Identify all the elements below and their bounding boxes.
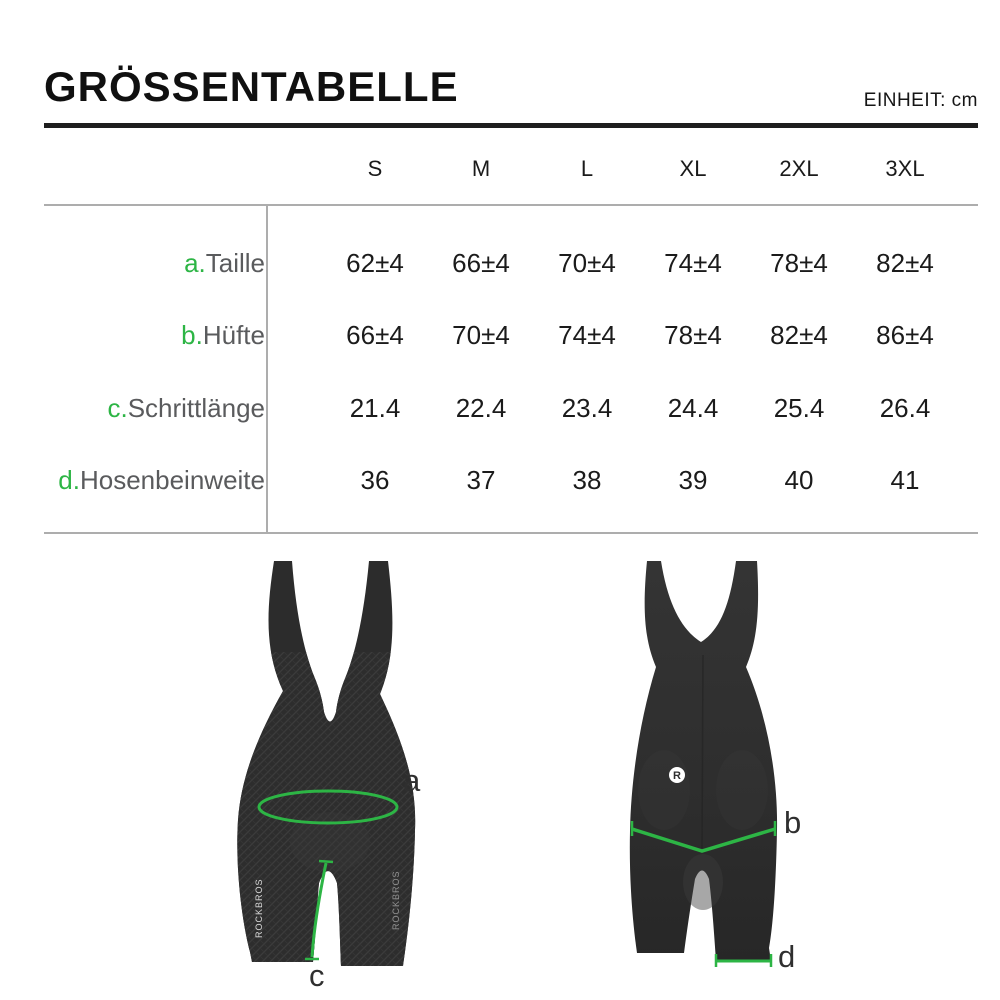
- value-cell: 66±4: [346, 320, 404, 350]
- inseam-top-tick: [319, 861, 333, 862]
- value-cell: 40: [784, 465, 814, 495]
- row-name-hosenbeinweite: Hosenbeinweite: [79, 465, 265, 495]
- value-cell: 22.4: [455, 393, 507, 423]
- value-cell: 82±4: [876, 248, 934, 278]
- row-letter-d: d.: [58, 465, 80, 495]
- row-values-schrittlaenge: [322, 393, 958, 423]
- brand-logo-letter: R: [673, 770, 681, 782]
- size-header-3xl: 3XL: [885, 156, 925, 181]
- row-label-taille: [18, 248, 265, 278]
- size-header-xl: XL: [679, 156, 707, 181]
- size-header-m: M: [471, 156, 491, 181]
- value-cell: 36: [360, 465, 390, 495]
- table-bottom-line: [44, 532, 978, 534]
- value-cell: 78±4: [770, 248, 828, 278]
- row-letter-c: c.: [107, 393, 128, 423]
- back-center-seam: [702, 655, 703, 848]
- value-cell: 70±4: [452, 320, 510, 350]
- title-divider-line: [44, 123, 978, 128]
- figure-label-a: a: [403, 763, 421, 798]
- figure-label-b: b: [784, 805, 802, 840]
- value-cell: 70±4: [558, 248, 616, 278]
- row-values-hosenbeinweite: [322, 465, 958, 495]
- size-header-s: S: [367, 156, 383, 181]
- back-right-hip-shading: [716, 750, 768, 830]
- value-cell: 26.4: [879, 393, 931, 423]
- row-name-taille: Taille: [205, 248, 265, 278]
- row-name-schrittlaenge: Schrittlänge: [127, 393, 265, 423]
- row-letter-a: a.: [184, 248, 206, 278]
- size-header-2xl: 2XL: [779, 156, 819, 181]
- figure-label-d: d: [778, 939, 796, 974]
- bib-shorts-front-figure: [225, 561, 430, 993]
- value-cell: 41: [890, 465, 920, 495]
- size-header-row: [322, 155, 958, 183]
- value-cell: 21.4: [349, 393, 401, 423]
- value-cell: 62±4: [346, 248, 404, 278]
- value-cell: 25.4: [773, 393, 825, 423]
- row-name-huefte: Hüfte: [202, 320, 265, 350]
- row-label-huefte: [18, 320, 265, 350]
- value-cell: 39: [678, 465, 708, 495]
- value-cell: 78±4: [664, 320, 722, 350]
- row-label-schrittlaenge: [18, 393, 265, 423]
- measurement-figures: [0, 550, 1000, 1000]
- row-label-hosenbeinweite: [18, 465, 265, 495]
- value-cell: 74±4: [558, 320, 616, 350]
- back-chamois-shading: [683, 854, 723, 910]
- table-vertical-divider: [266, 205, 268, 533]
- front-right-leg-brand-text: ROCKBROS: [391, 870, 401, 930]
- value-cell: 82±4: [770, 320, 828, 350]
- value-cell: 37: [466, 465, 496, 495]
- front-left-leg-brand-text: ROCKBROS: [254, 878, 264, 938]
- size-header-l: L: [580, 156, 594, 181]
- value-cell: 23.4: [561, 393, 613, 423]
- back-left-hip-shading: [638, 750, 690, 830]
- value-cell: 86±4: [876, 320, 934, 350]
- value-cell: 38: [572, 465, 602, 495]
- row-letter-b: b.: [181, 320, 203, 350]
- value-cell: 74±4: [664, 248, 722, 278]
- figure-label-c: c: [309, 958, 325, 993]
- value-cell: 66±4: [452, 248, 510, 278]
- row-values-taille: [322, 248, 958, 278]
- row-values-huefte: [322, 320, 958, 350]
- bib-shorts-back-figure: [630, 561, 801, 974]
- unit-label: EINHEIT: cm: [863, 90, 978, 111]
- table-top-line: [44, 204, 978, 206]
- value-cell: 24.4: [667, 393, 719, 423]
- page-title: GRÖSSENTABELLE: [44, 63, 459, 110]
